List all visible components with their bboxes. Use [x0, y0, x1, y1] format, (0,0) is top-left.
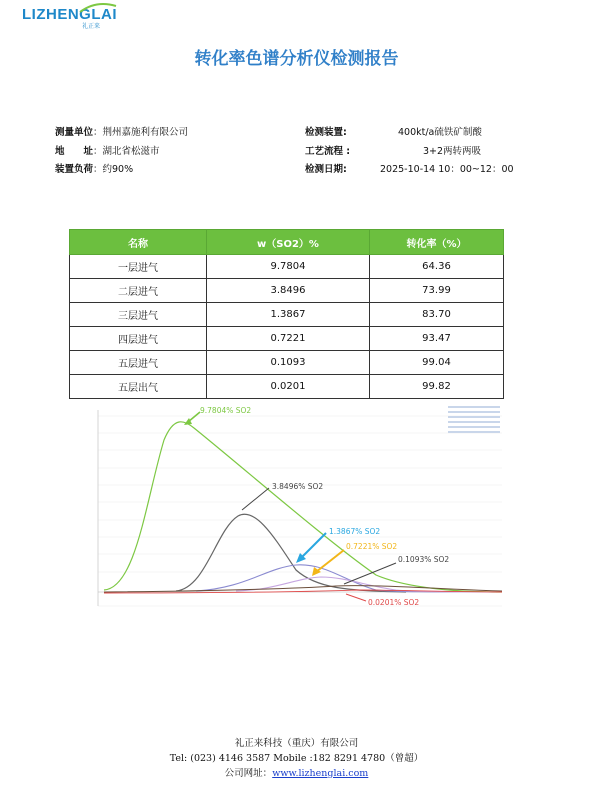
info-unit	[55, 124, 188, 138]
table-row	[70, 303, 504, 327]
info-load-key: 装置负荷	[55, 164, 94, 175]
label-layer4: 0.7221% SO2	[346, 542, 398, 551]
col-so2-header: w（SO2）%	[207, 230, 370, 255]
table-row	[70, 327, 504, 351]
label-layer1: 9.7804% SO2	[200, 406, 252, 415]
info-load	[55, 161, 133, 175]
col-name-header: 名称	[70, 230, 207, 255]
info-address-key: 地 址	[55, 146, 94, 157]
table-row	[70, 279, 504, 303]
table-cell: 83.70	[370, 303, 504, 327]
info-process-value: 3+2两转两吸	[423, 146, 482, 157]
info-process-key: 工艺流程 :	[305, 146, 351, 157]
table-row	[70, 351, 504, 375]
table-row	[70, 255, 504, 279]
table-cell: 1.3867	[207, 303, 370, 327]
conversion-table	[69, 229, 504, 399]
table-cell: 三层进气	[70, 303, 207, 327]
table-cell: 一层进气	[70, 255, 207, 279]
table-header-row	[70, 230, 504, 255]
website-link[interactable]: www.lizhenglai.com	[272, 768, 369, 779]
footer-company: 礼正来科技（重庆）有限公司	[234, 738, 359, 749]
table-cell: 9.7804	[207, 255, 370, 279]
table-cell: 0.0201	[207, 375, 370, 399]
table-cell: 99.82	[370, 375, 504, 399]
footer-contact: Tel: (023) 4146 3587 Mobile :182 8291 4780（曾超）	[169, 753, 424, 764]
col-rate-header: 转化率（%）	[370, 230, 504, 255]
footer-website-label: 公司网址：	[224, 768, 273, 779]
footer-website	[0, 765, 593, 779]
table-cell: 99.04	[370, 351, 504, 375]
info-device-key: 检测装置:	[305, 127, 347, 138]
table-cell: 93.47	[370, 327, 504, 351]
label-layer3: 1.3867% SO2	[329, 527, 381, 536]
label-layer2: 3.8496% SO2	[272, 482, 324, 491]
chromatogram-figure	[76, 400, 506, 622]
info-unit-key: 测量单位	[55, 127, 94, 138]
logo-swoosh-icon	[78, 2, 118, 14]
info-address	[55, 143, 160, 157]
table-row	[70, 375, 504, 399]
report-title: 转化率色谱分析仪检测报告	[194, 49, 399, 69]
info-unit-value: ：荆州嘉施利有限公司	[93, 127, 189, 138]
table-cell: 二层进气	[70, 279, 207, 303]
info-date-value: 2025-10-14 10：00~12：00	[380, 164, 514, 175]
info-load-value: ：约90%	[93, 164, 134, 175]
table-cell: 3.8496	[207, 279, 370, 303]
info-device-value: 400kt/a硫铁矿制酸	[398, 127, 482, 138]
logo-subtext: 礼正来	[82, 23, 101, 30]
table-cell: 0.7221	[207, 327, 370, 351]
table-cell: 四层进气	[70, 327, 207, 351]
label-layer5: 0.1093% SO2	[398, 555, 450, 564]
table-cell: 73.99	[370, 279, 504, 303]
label-layer5-out: 0.0201% SO2	[368, 598, 420, 607]
table-cell: 0.1093	[207, 351, 370, 375]
info-address-value: ：湖北省松滋市	[93, 146, 160, 157]
table-cell: 五层出气	[70, 375, 207, 399]
logo-text: LIZHENGLAI	[22, 6, 117, 23]
info-date-key: 检测日期:	[305, 164, 347, 175]
table-cell: 64.36	[370, 255, 504, 279]
company-logo	[22, 4, 117, 30]
table-cell: 五层进气	[70, 351, 207, 375]
